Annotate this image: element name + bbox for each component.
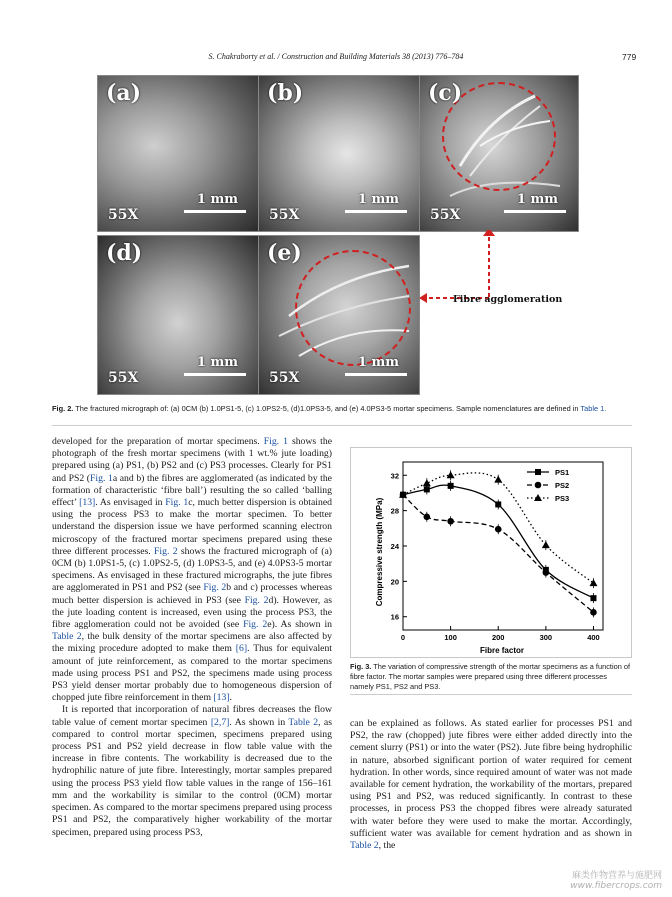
citation-link[interactable]: Fig. 2: [243, 619, 268, 631]
micrograph-e: [258, 235, 420, 395]
scale-bar-label: 1 mm: [196, 355, 238, 370]
scale-bar: [504, 210, 566, 213]
citation-link[interactable]: [6]: [235, 643, 248, 655]
watermark-url: www.fibercrops.com: [570, 881, 662, 891]
text-run: .: [229, 692, 232, 704]
scale-bar-label: 1 mm: [357, 355, 399, 370]
magnification-label: 55X: [108, 207, 139, 223]
scale-bar-label: 1 mm: [516, 192, 558, 207]
data-point-ps2: [543, 569, 550, 576]
citation-link[interactable]: Table 2: [52, 631, 82, 643]
text-run: , the bulk density of the mortar specimens are also affected by the mixing procedure adopted to make them: [52, 631, 332, 655]
data-point-ps2: [447, 518, 454, 525]
caption-table-link[interactable]: Table 1.: [580, 404, 607, 413]
magnification-label: 55X: [108, 370, 139, 386]
y-tick-label: 28: [390, 506, 399, 516]
citation-link[interactable]: Table 2: [288, 716, 319, 728]
right-column: [350, 718, 632, 852]
figure-2-caption: [52, 404, 632, 414]
text-run: shows the photograph of the fresh mortar specimens (with 1 wt.% jute loading) prepared using (a) PS1, (b) PS2 and (c) PS3 processes. Clearly for PS1 and PS2 (: [52, 436, 332, 484]
data-point-ps3: [542, 541, 550, 548]
citation-link[interactable]: Fig. 1: [90, 472, 113, 484]
y-tick-label: 16: [390, 612, 399, 622]
x-tick-label: 200: [491, 633, 505, 642]
caption-label: Fig. 2.: [52, 404, 74, 413]
micrograph-a: [97, 75, 259, 232]
text-run: can be explained as follows. As stated earlier for processes PS1 and PS2, the raw (chopped) jute fibres were either added directly into the cement slurry (PS1) or into the water (PS2). Jute fibre being hydrophilic in nature, absorbed significant portion of water required for cement hydration. In other words, since required amount of water was not made available for cement hydration, the workability of the mortars, prepared using PS1 and PS2, was reduced significantly. In contrast to these processes, in process PS3 the chopped fibres were already saturated with water before they were used to make the mortar. Accordingly, sufficient water was available for cement hydration and as shown in: [350, 718, 632, 839]
scale-bar: [345, 210, 407, 213]
paragraph: [350, 718, 632, 852]
watermark-cn: 麻类作物营养与施肥网: [571, 871, 662, 881]
figure-3-caption: [350, 662, 632, 692]
page-number: 779: [622, 52, 637, 62]
text-run: . Thus for equivalent amount of jute reinforcement, as compared to the mortar specimens made using process PS1 and PS2, the specimens made using process PS3 yield denser mortar probably due to homogeneous dispersion of chopped jute fibre reinforcement in them: [52, 643, 332, 704]
text-run: c, much better dispersion is obtained using the process PS3 to make the mortar specimen. To better understand the dispersion issue we have performed scanning electron microscopy of the fractured mortar specimens prepared using these three different processes.: [52, 497, 332, 557]
scale-bar-label: 1 mm: [357, 192, 399, 207]
magnification-label: 55X: [269, 207, 300, 223]
text-run: . As envisaged in: [95, 497, 166, 509]
citation-link[interactable]: Fig. 2: [244, 594, 269, 606]
y-tick-label: 20: [390, 577, 399, 587]
panel-label: (d): [106, 240, 143, 266]
x-tick-label: 100: [444, 633, 457, 642]
running-header: S. Chakraborty et al. / Construction and Building Materials 38 (2013) 776–784: [208, 52, 464, 61]
panel-label: (e): [267, 240, 302, 266]
citation-link[interactable]: [13]: [213, 692, 230, 704]
text-run: e). As shown in: [267, 619, 332, 631]
y-tick-label: 24: [390, 542, 399, 551]
text-run: . As shown in: [229, 716, 289, 728]
x-tick-label: 0: [400, 633, 406, 642]
data-point-ps2: [590, 609, 597, 616]
text-run: , as compared to control mortar specimen, specimens prepared using process PS1 and PS2 yield decrease in flow table value with the increase in fibre contents. The workability is decreased due to the hydrophilic nature of jute fibre. Interestingly, mortar samples prepared using the process PS3 yield flow table values in the range of 156–161 mm and the workability is similar to the control (0CM) mortar specimen. As compared to the mortar specimens prepared using process PS1 and PS2, the comparatively higher workability of the mortar specimen, prepared using process PS3,: [52, 716, 332, 838]
paragraph: [52, 704, 332, 838]
annotation-label: Fibre agglomeration: [453, 294, 563, 305]
citation-link[interactable]: [13]: [79, 497, 96, 509]
magnification-label: 55X: [430, 207, 461, 223]
micrograph-d: [97, 235, 259, 395]
magnification-label: 55X: [269, 370, 300, 386]
text-run: , the: [378, 840, 396, 852]
text-run: It is reported that incorporation of natural fibres decreases the flow table value of cement mortar specimen: [52, 704, 332, 728]
legend-label: PS1: [555, 468, 570, 477]
citation-link[interactable]: Fig. 1: [165, 497, 189, 509]
micrograph-b: [258, 75, 420, 232]
caption-divider: [52, 425, 632, 426]
caption-divider: [350, 694, 632, 695]
text-run: b and c) processes whereas much better dispersion is achieved in PS3 (see: [52, 582, 332, 606]
y-tick-label: 32: [390, 471, 399, 481]
citation-link[interactable]: [2,7]: [210, 716, 230, 728]
scale-bar: [184, 373, 246, 376]
data-point-ps2: [495, 526, 502, 533]
y-axis-label: Compressive strength (MPa): [375, 497, 384, 607]
x-tick-label: 300: [539, 633, 553, 642]
caption-label: Fig. 3.: [350, 662, 372, 671]
scale-bar-label: 1 mm: [196, 192, 238, 207]
legend-label: PS3: [555, 494, 570, 503]
caption-text: The variation of compressive strength of the mortar specimens as a function of fibre factor. The mortar samples were prepared using three different processes namely PS1, PS2 and PS3.: [350, 662, 631, 691]
paragraph: [52, 436, 332, 704]
micrograph-c: [419, 75, 579, 232]
scale-bar: [345, 373, 407, 376]
legend-label: PS2: [555, 481, 570, 490]
data-point-ps3: [494, 476, 502, 483]
strength-chart-svg: [351, 448, 631, 657]
figure-2: [97, 75, 577, 395]
figure-3-chart: [350, 447, 632, 658]
data-point-ps1: [448, 483, 454, 489]
text-run: a and b) the fibres are agglomerated (as indicated by the formation of characteristic ‘fibre ball’) resulting the so called ‘balling effect’: [52, 472, 332, 509]
left-column: [52, 436, 332, 839]
data-point-ps3: [589, 579, 597, 586]
legend-marker: [535, 469, 541, 475]
citation-link[interactable]: Table 2: [350, 840, 379, 852]
series-line-ps2: [403, 495, 593, 613]
x-tick-label: 400: [587, 633, 600, 642]
panel-label: (c): [428, 80, 463, 106]
caption-text: The fractured micrograph of: (a) 0CM (b) 1.0PS1-5, (c) 1.0PS2-5, (d)1.0PS3-5, and (e) 4.0PS3-5 mortar specimens. Sample nomenclatures are defined in: [75, 404, 579, 413]
panel-label: (a): [106, 80, 142, 106]
citation-link[interactable]: Fig. 1: [263, 436, 288, 447]
data-point-ps3: [447, 471, 455, 478]
scale-bar: [184, 210, 246, 213]
data-point-ps3: [423, 479, 431, 486]
x-axis-label: Fibre factor: [479, 646, 525, 655]
data-point-ps1: [495, 501, 501, 507]
panel-label: (b): [267, 80, 304, 106]
text-run: developed for the preparation of mortar specimens.: [52, 436, 264, 447]
agglomeration-circle: [295, 250, 411, 366]
data-point-ps2: [424, 514, 431, 521]
data-point-ps1: [590, 595, 596, 601]
citation-link[interactable]: Fig. 2: [154, 545, 178, 557]
citation-link[interactable]: Fig. 2: [203, 582, 227, 594]
legend-marker: [535, 482, 542, 489]
text-run: shows the fractured micrograph of (a) 0CM (b) 1.0PS1-5, (c) 1.0PS2-5, (d) 1.0PS3-5, and (e) 4.0PS3-5 mortar specimens. As envisaged in these fractured micrographs, the jute fibres are agglomerated in PS1 and PS2 (see: [52, 545, 332, 594]
text-run: d). However, as the jute loading content is increased, even using the process PS3, the fibre agglomeration could not be avoided (see: [52, 594, 332, 631]
